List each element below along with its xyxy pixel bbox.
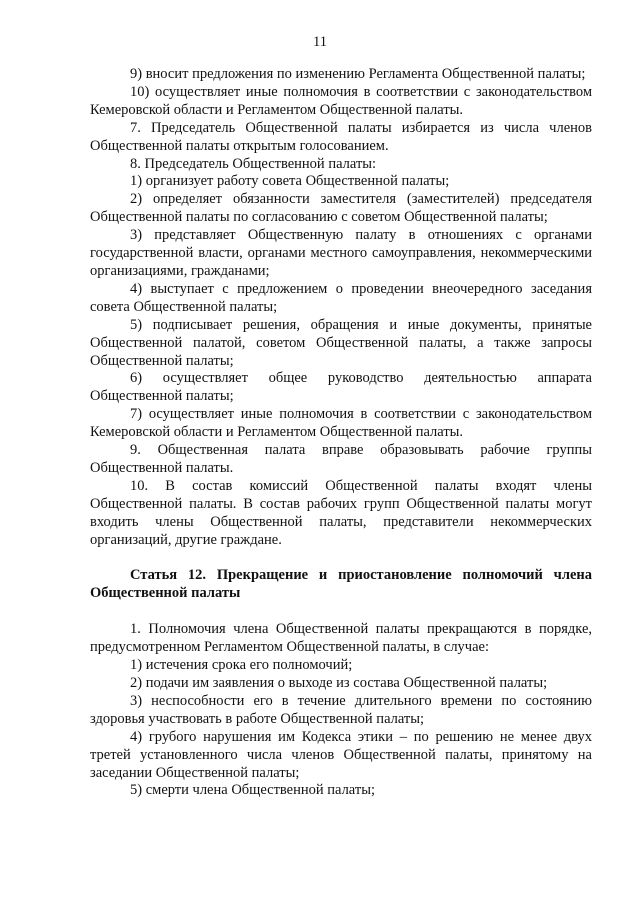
paragraph-termination-case-4: 4) грубого нарушения им Кодекса этики – по решению не менее двух третей установленного числа членов Общественной палаты, принятому на заседании Общественной палаты; bbox=[90, 728, 592, 781]
paragraph-termination-case-3: 3) неспособности его в течение длительного времени по состоянию здоровья участвовать в работе Общественной палаты; bbox=[90, 692, 592, 727]
article-12-heading: Статья 12. Прекращение и приостановление полномочий члена Общественной палаты bbox=[90, 567, 592, 602]
paragraph-chair-duty-3: 3) представляет Общественную палату в отношениях с органами государственной власти, органами местного самоуправления, некоммерческими организациями, гражданами; bbox=[90, 227, 592, 279]
paragraph-chair-duty-1: 1) организует работу совета Общественной палаты; bbox=[130, 173, 450, 190]
paragraph-article-12-clause-1: 1. Полномочия члена Общественной палаты прекращаются в порядке, предусмотренном Регламентом Общественной палаты, в случае: bbox=[90, 621, 592, 656]
paragraph-clause-8: 8. Председатель Общественной палаты: bbox=[130, 155, 377, 172]
paragraph-chair-duty-4: 4) выступает с предложением о проведении внеочередного заседания совета Общественной палаты; bbox=[90, 280, 592, 315]
paragraph-chair-duty-5: 5) подписывает решения, обращения и иные документы, принятые Общественной палатой, советом Общественной палаты, а также запросы Общественной палаты; bbox=[90, 316, 592, 369]
paragraph-item-10: 10) осуществляет иные полномочия в соответствии с законодательством Кемеровской области и Регламентом Общественной палаты. bbox=[90, 83, 592, 118]
paragraph-clause-10: 10. В состав комиссий Общественной палаты входят члены Общественной палаты. В состав рабочих групп Общественной палаты могут входить члены Общественной палаты, представители некоммерческих организаций, другие граждане. bbox=[90, 477, 592, 548]
paragraph-termination-case-2: 2) подачи им заявления о выходе из состава Общественной палаты; bbox=[130, 675, 548, 691]
paragraph-chair-duty-7: 7) осуществляет иные полномочия в соответствии с законодательством Кемеровской области и Регламентом Общественной палаты. bbox=[90, 406, 592, 441]
paragraph-termination-case-5: 5) смерти члена Общественной палаты; bbox=[130, 782, 375, 799]
paragraph-chair-duty-6: 6) осуществляет общее руководство деятельностью аппарата Общественной палаты; bbox=[90, 370, 592, 405]
paragraph-termination-case-1: 1) истечения срока его полномочий; bbox=[130, 657, 353, 674]
page-number: 11 bbox=[313, 34, 327, 50]
paragraph-item-9: 9) вносит предложения по изменению Регламента Общественной палаты; bbox=[130, 66, 586, 82]
paragraph-clause-9: 9. Общественная палата вправе образовывать рабочие группы Общественной палаты. bbox=[90, 442, 592, 476]
document-body bbox=[90, 66, 592, 800]
paragraph-chair-duty-2: 2) определяет обязанности заместителя (заместителей) председателя Общественной палаты по согласованию с советом Общественной палаты; bbox=[90, 191, 592, 226]
paragraph-clause-7: 7. Председатель Общественной палаты избирается из числа членов Общественной палаты открытым голосованием. bbox=[90, 119, 592, 154]
